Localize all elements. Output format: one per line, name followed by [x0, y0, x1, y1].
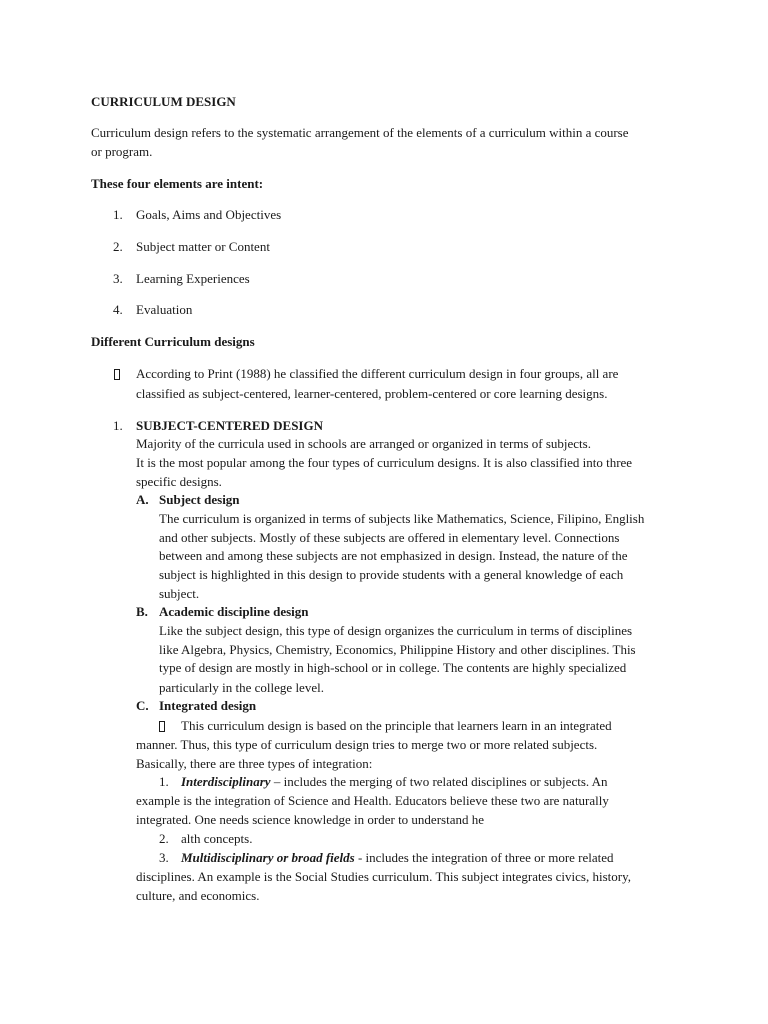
intro-line: Curriculum design refers to the systematic arrangement of the elements of a curriculum within a course	[91, 125, 629, 140]
integrated-bullet-line: Basically, there are three types of integration:	[136, 756, 373, 771]
element-number: 2.	[113, 239, 123, 254]
section-number: 1.	[113, 418, 123, 433]
element-number: 3.	[113, 271, 123, 286]
subsection-title: Subject design	[159, 492, 240, 507]
element-text: Evaluation	[136, 302, 193, 317]
integration-type-line: alth concepts.	[181, 831, 253, 846]
bullet-icon	[114, 369, 120, 380]
subsection-letter: A.	[136, 492, 149, 507]
subsection-line: like Algebra, Physics, Chemistry, Economics, Philippine History and other disciplines. This	[159, 642, 636, 657]
integration-type-line: disciplines. An example is the Social Studies curriculum. This subject integrates civics, history,	[136, 869, 631, 884]
subsection-line: The curriculum is organized in terms of subjects like Mathematics, Science, Filipino, English	[159, 511, 645, 526]
intro-line: or program.	[91, 144, 153, 159]
element-text: Learning Experiences	[136, 271, 250, 286]
element-number: 1.	[113, 207, 123, 222]
subsection-line: type of design are mostly in high-school or in college. The contents are highly specialized	[159, 660, 627, 675]
integration-type-number: 2.	[159, 831, 169, 846]
subsection-letter: B.	[136, 604, 148, 619]
section-line: It is the most popular among the four types of curriculum designs. It is also classified into three	[136, 455, 633, 470]
integration-type-line	[181, 774, 608, 790]
subsection-line: between and among these subjects are not emphasized in design. Instead, the nature of the	[159, 548, 628, 563]
subsection-line: and other subjects. Mostly of these subjects are offered in elementary level. Connections	[159, 530, 620, 545]
designs-heading: Different Curriculum designs	[91, 334, 255, 349]
integration-type-number: 3.	[159, 850, 169, 865]
integrated-bullet-line: manner. Thus, this type of curriculum design tries to merge two or more related subjects.	[136, 737, 598, 752]
integration-type-description: – includes the merging of two related disciplines or subjects. An	[270, 774, 608, 789]
section-title: SUBJECT-CENTERED DESIGN	[136, 418, 323, 433]
elements-heading: These four elements are intent:	[91, 176, 264, 191]
section-line: Majority of the curricula used in schools are arranged or organized in terms of subjects.	[136, 436, 591, 451]
subsection-line: subject is highlighted in this design to provide students with a general knowledge of each	[159, 567, 624, 582]
document-title: CURRICULUM DESIGN	[91, 94, 236, 109]
integration-type-line: example is the integration of Science and Health. Educators believe these two are naturally	[136, 793, 609, 808]
print-bullet-line: According to Print (1988) he classified the different curriculum design in four groups, all are	[136, 366, 619, 381]
subsection-title: Integrated design	[159, 698, 257, 713]
integration-type-number: 1.	[159, 774, 169, 789]
element-text: Goals, Aims and Objectives	[136, 207, 282, 222]
integration-type-term: Interdisciplinary	[181, 774, 271, 789]
integration-type-description: - includes the integration of three or more related	[354, 850, 614, 865]
section-line: specific designs.	[136, 474, 222, 489]
integration-type-line	[181, 850, 614, 866]
subsection-line: subject.	[159, 586, 200, 601]
subsection-line: Like the subject design, this type of design organizes the curriculum in terms of disciplines	[159, 623, 633, 638]
integrated-bullet-line: This curriculum design is based on the principle that learners learn in an integrated	[181, 718, 612, 733]
print-bullet-line: classified as subject-centered, learner-centered, problem-centered or core learning designs.	[136, 386, 608, 401]
subsection-title: Academic discipline design	[159, 604, 309, 619]
integration-type-line: integrated. One needs science knowledge in order to understand he	[136, 812, 484, 827]
bullet-icon	[159, 721, 165, 732]
subsection-line: particularly in the college level.	[159, 680, 324, 695]
element-number: 4.	[113, 302, 123, 317]
element-text: Subject matter or Content	[136, 239, 270, 254]
subsection-letter: C.	[136, 698, 149, 713]
integration-type-line: culture, and economics.	[136, 888, 260, 903]
integration-type-term: Multidisciplinary or broad fields	[181, 850, 355, 865]
